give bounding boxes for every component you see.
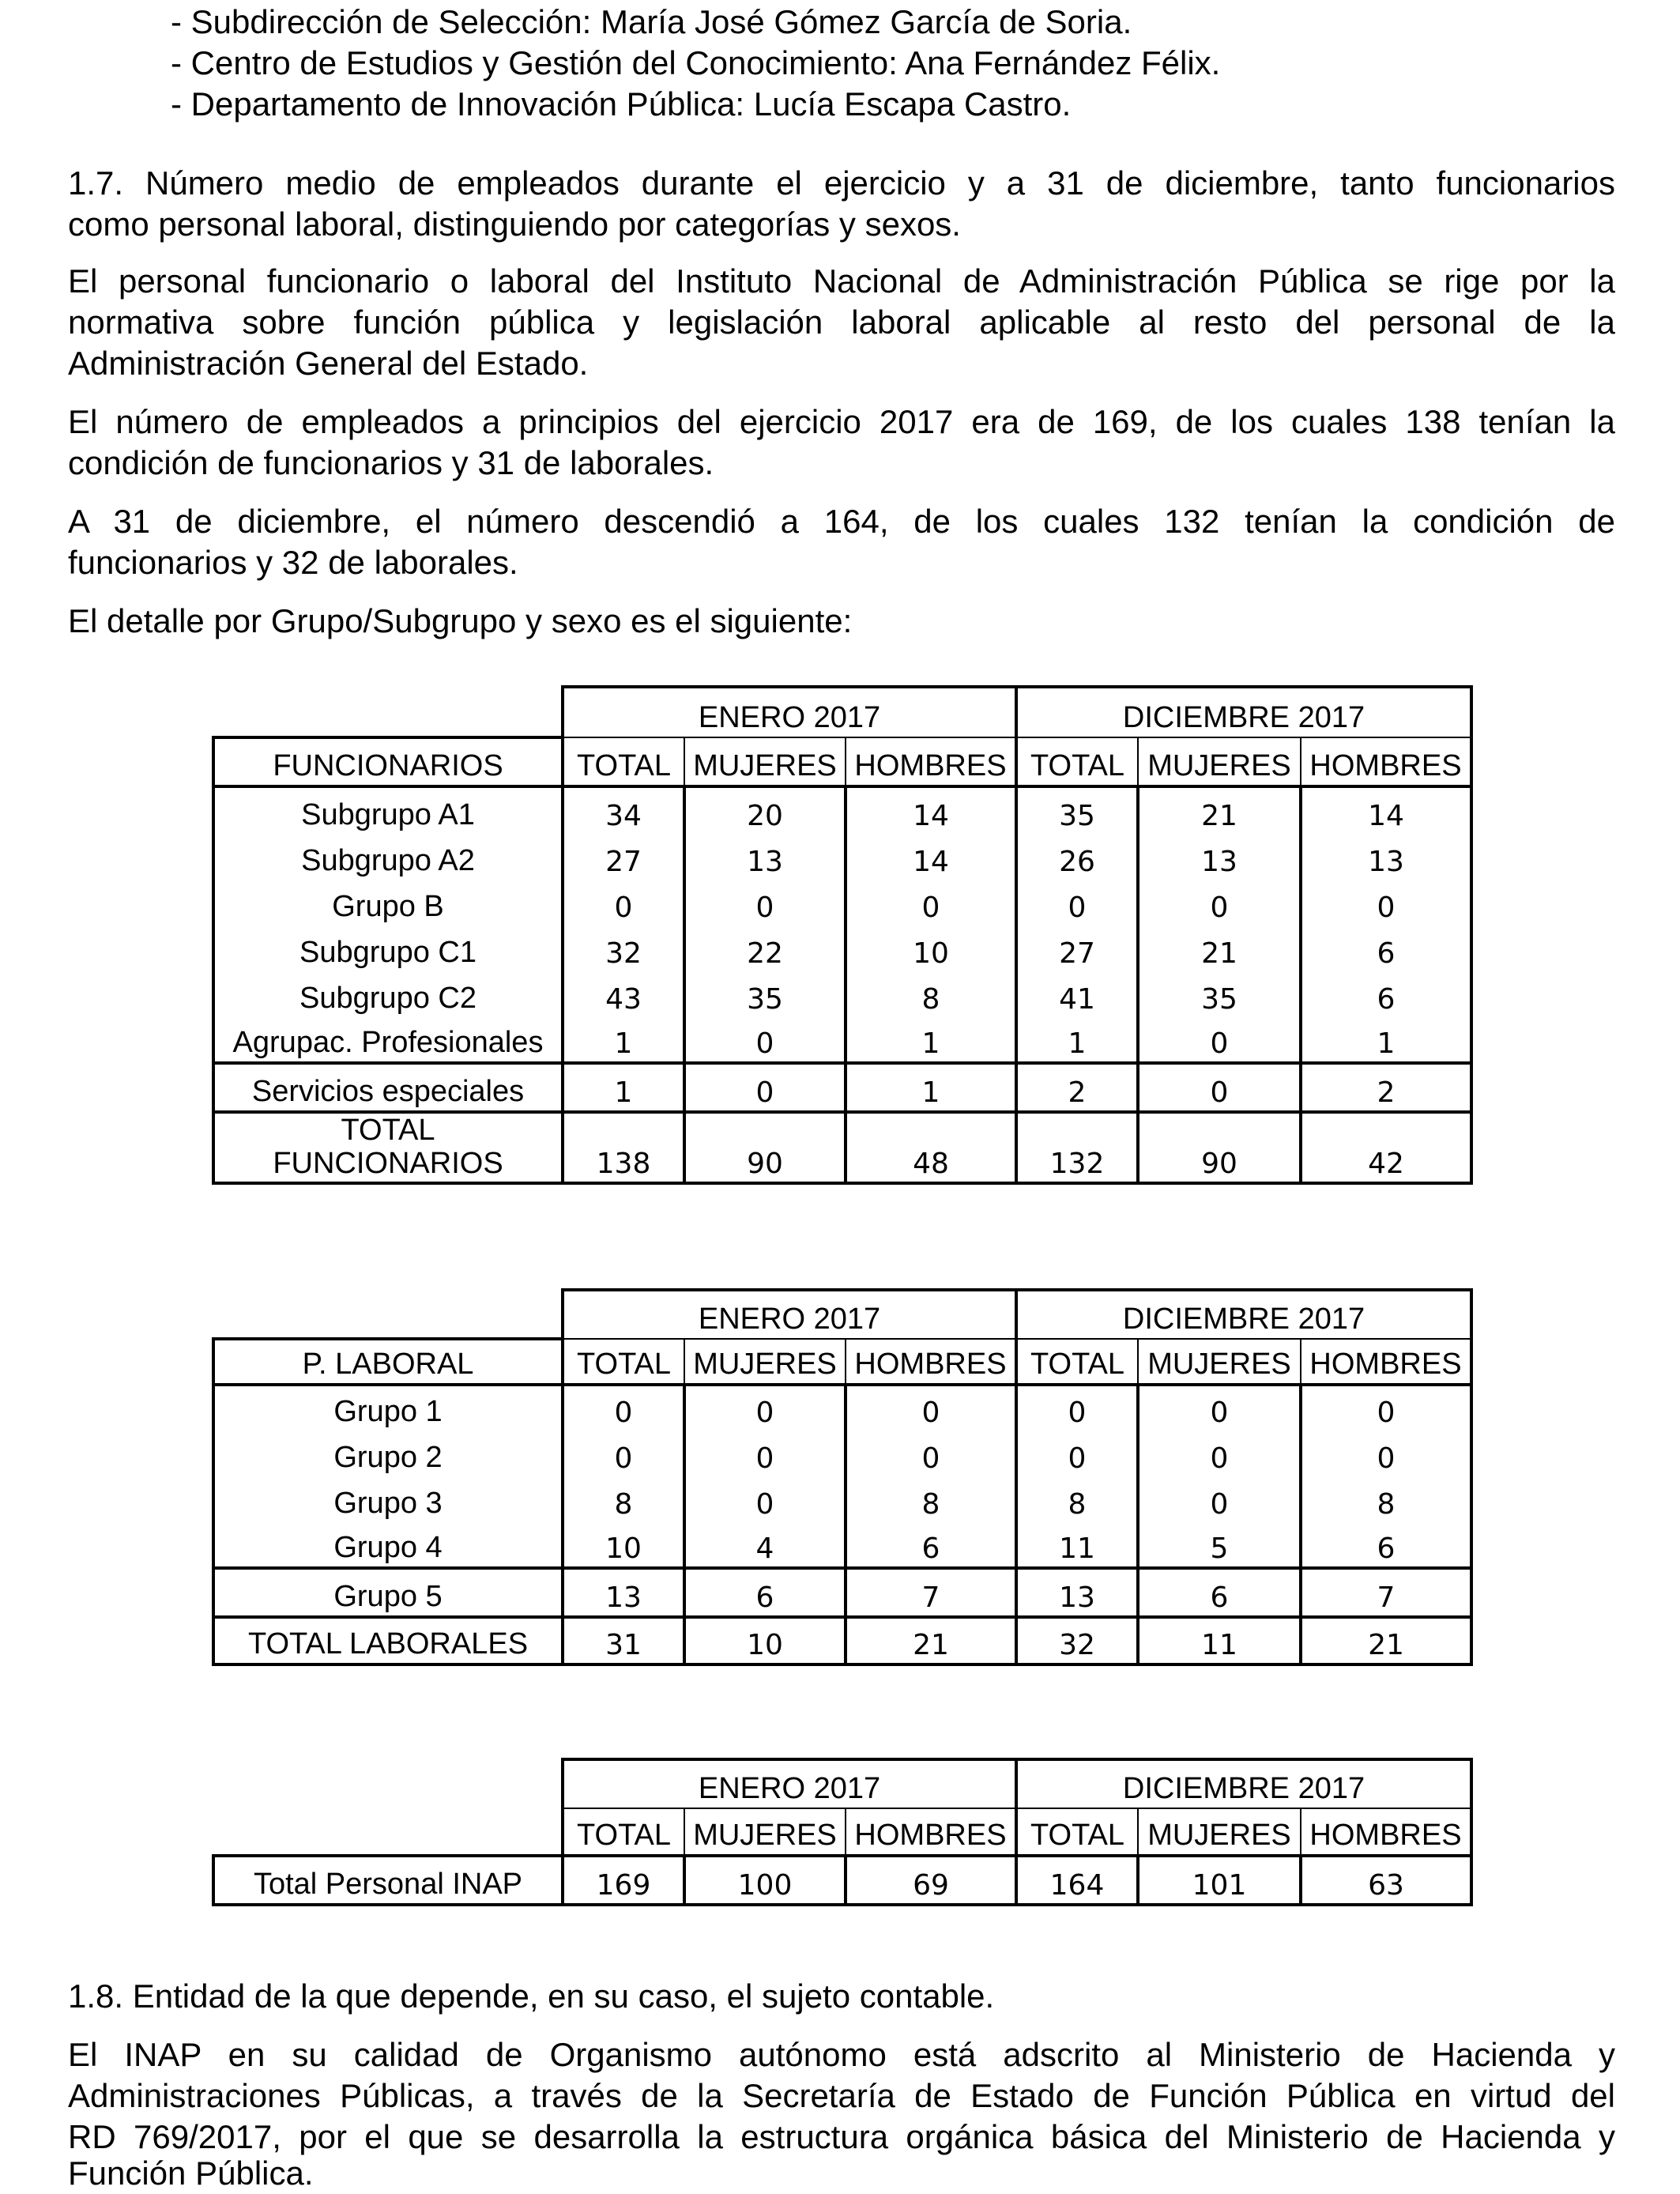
table-row [213,1568,1471,1617]
cell-value: 26 [1016,834,1138,880]
table-row [213,1476,1471,1522]
cell-value: 6 [1301,925,1471,971]
header-enero: ENERO 2017 [563,1290,1016,1339]
cell-value: 0 [684,880,846,925]
total-value: 169 [563,1856,684,1905]
cell-value: 41 [1016,971,1138,1017]
row-label: Grupo 5 [213,1568,563,1617]
cell-value: 0 [1138,880,1301,925]
cell-value: 0 [1301,1431,1471,1476]
bullet-item: - Centro de Estudios y Gestión del Conocimiento: Ana Fernández Félix. [171,44,1221,81]
col-hombres: HOMBRES [1301,737,1471,786]
total-laborales-label: TOTAL LABORALES [213,1617,563,1664]
cell-value: 2 [1016,1063,1138,1112]
col-hombres: HOMBRES [846,737,1016,786]
cell-value: 21 [1138,786,1301,834]
paragraph-line: Administración General del Estado. [68,345,589,382]
cell-value: 1 [1016,1017,1138,1063]
cell-value: 1 [563,1063,684,1112]
cell-value: 0 [684,1476,846,1522]
table-row [213,1431,1471,1476]
paragraph-line: El personal funcionario o laboral del Instituto Nacional de Administración Pública se rige por la [68,262,1615,300]
cell-value: 6 [1301,971,1471,1017]
total-value: 164 [1016,1856,1138,1905]
table-row [213,1063,1471,1112]
cell-value: 6 [846,1522,1016,1568]
cell-value: 7 [846,1568,1016,1617]
cell-value: 0 [684,1063,846,1112]
total-value: 11 [1138,1617,1301,1664]
total-value: 69 [846,1856,1016,1905]
cell-value: 32 [563,925,684,971]
col-mujeres: MUJERES [1138,1808,1301,1856]
cell-value: 0 [1138,1431,1301,1476]
total-value: 132 [1016,1112,1138,1183]
cell-value: 0 [1016,1385,1138,1431]
cell-value: 35 [684,971,846,1017]
total-personal-label: Total Personal INAP [213,1856,563,1905]
paragraph-line: El INAP en su calidad de Organismo autónomo está adscrito al Ministerio de Hacienda y [68,2036,1615,2073]
cell-value: 0 [846,1431,1016,1476]
total-value: 90 [1138,1112,1301,1183]
cell-value: 13 [1016,1568,1138,1617]
cell-value: 6 [1301,1522,1471,1568]
laboral-label: P. LABORAL [213,1339,563,1385]
table-row [213,786,1471,834]
col-mujeres: MUJERES [684,737,846,786]
col-mujeres: MUJERES [1138,737,1301,786]
cell-value: 0 [1301,1385,1471,1431]
total-value: 10 [684,1617,846,1664]
total-row [213,1856,1471,1905]
laboral-table [212,1288,1473,1666]
cell-value: 8 [846,971,1016,1017]
paragraph-line: Administraciones Públicas, a través de la Secretaría de Estado de Función Pública en virtud del [68,2077,1615,2114]
cell-value: 0 [1138,1385,1301,1431]
cell-value: 22 [684,925,846,971]
cell-value: 2 [1301,1063,1471,1112]
total-value: 21 [846,1617,1016,1664]
cell-value: 11 [1016,1522,1138,1568]
total-value: 138 [563,1112,684,1183]
table-row [213,880,1471,925]
total-funcionarios-label [213,1112,563,1183]
cell-value: 0 [1301,880,1471,925]
col-total: TOTAL [1016,737,1138,786]
total-value: 21 [1301,1617,1471,1664]
cell-value: 0 [846,880,1016,925]
total-value: 101 [1138,1856,1301,1905]
header-diciembre: DICIEMBRE 2017 [1016,687,1471,737]
row-label: Subgrupo A1 [213,786,563,834]
row-label: Agrupac. Profesionales [213,1017,563,1063]
cell-value: 27 [563,834,684,880]
cell-value: 6 [1138,1568,1301,1617]
cell-value: 0 [563,880,684,925]
paragraph-line: El detalle por Grupo/Subgrupo y sexo es el siguiente: [68,602,853,639]
row-label: Grupo 3 [213,1476,563,1522]
cell-value: 10 [846,925,1016,971]
cell-value: 8 [1016,1476,1138,1522]
cell-value: 8 [846,1476,1016,1522]
total-personal-table [212,1758,1473,1906]
cell-value: 43 [563,971,684,1017]
col-total: TOTAL [563,1808,684,1856]
total-value: 48 [846,1112,1016,1183]
table-row [213,971,1471,1017]
table-row [213,1017,1471,1063]
paragraph-line: El número de empleados a principios del ejercicio 2017 era de 169, de los cuales 138 tenían la [68,403,1615,440]
cell-value: 13 [684,834,846,880]
cell-value: 5 [1138,1522,1301,1568]
paragraph-line: A 31 de diciembre, el número descendió a 164, de los cuales 132 tenían la condición de [68,503,1615,540]
section-1-7-heading-line: 1.7. Número medio de empleados durante el ejercicio y a 31 de diciembre, tanto funcionarios [68,164,1615,202]
col-mujeres: MUJERES [1138,1339,1301,1385]
cell-value: 0 [684,1385,846,1431]
row-label: Grupo B [213,880,563,925]
table-row [213,925,1471,971]
col-mujeres: MUJERES [684,1808,846,1856]
paragraph-line: Función Pública. [68,2154,314,2192]
cell-value: 1 [1301,1017,1471,1063]
col-hombres: HOMBRES [1301,1339,1471,1385]
cell-value: 8 [1301,1476,1471,1522]
section-1-7-heading-line: como personal laboral, distinguiendo por categorías y sexos. [68,205,961,243]
cell-value: 13 [1301,834,1471,880]
cell-value: 0 [1138,1476,1301,1522]
total-value: 63 [1301,1856,1471,1905]
paragraph-line: funcionarios y 32 de laborales. [68,544,518,581]
cell-value: 0 [684,1431,846,1476]
total-value: 90 [684,1112,846,1183]
row-label: Servicios especiales [213,1063,563,1112]
col-total: TOTAL [563,1339,684,1385]
header-diciembre: DICIEMBRE 2017 [1016,1759,1471,1808]
row-label: Grupo 4 [213,1522,563,1568]
col-total: TOTAL [1016,1808,1138,1856]
header-enero: ENERO 2017 [563,1759,1016,1808]
cell-value: 1 [563,1017,684,1063]
total-value: 32 [1016,1617,1138,1664]
row-label: Subgrupo C2 [213,971,563,1017]
total-label-line2: FUNCIONARIOS [273,1147,503,1180]
cell-value: 13 [1138,834,1301,880]
row-label: Grupo 1 [213,1385,563,1431]
cell-value: 0 [684,1017,846,1063]
section-1-8-heading: 1.8. Entidad de la que depende, en su caso, el sujeto contable. [68,1977,995,2015]
cell-value: 35 [1016,786,1138,834]
cell-value: 8 [563,1476,684,1522]
cell-value: 1 [846,1063,1016,1112]
cell-value: 14 [846,786,1016,834]
paragraph-line: condición de funcionarios y 31 de laborales. [68,444,714,481]
table-row [213,1385,1471,1431]
cell-value: 6 [684,1568,846,1617]
cell-value: 13 [563,1568,684,1617]
paragraph-line: RD 769/2017, por el que se desarrolla la estructura orgánica básica del Ministerio de Hacienda y [68,2118,1615,2155]
col-hombres: HOMBRES [846,1339,1016,1385]
cell-value: 27 [1016,925,1138,971]
row-label: Subgrupo A2 [213,834,563,880]
bullet-item: - Subdirección de Selección: María José Gómez García de Soria. [171,3,1132,40]
col-total: TOTAL [563,737,684,786]
cell-value: 0 [1016,1431,1138,1476]
row-label: Subgrupo C1 [213,925,563,971]
col-hombres: HOMBRES [846,1808,1016,1856]
cell-value: 21 [1138,925,1301,971]
cell-value: 1 [846,1017,1016,1063]
cell-value: 35 [1138,971,1301,1017]
cell-value: 14 [846,834,1016,880]
total-value: 100 [684,1856,846,1905]
cell-value: 0 [563,1385,684,1431]
col-total: TOTAL [1016,1339,1138,1385]
table-row [213,1522,1471,1568]
total-label-line1: TOTAL [341,1114,435,1147]
total-value: 42 [1301,1112,1471,1183]
total-row [213,1617,1471,1664]
cell-value: 0 [1138,1063,1301,1112]
cell-value: 0 [1138,1017,1301,1063]
funcionarios-table [212,685,1473,1185]
cell-value: 20 [684,786,846,834]
cell-value: 7 [1301,1568,1471,1617]
cell-value: 4 [684,1522,846,1568]
cell-value: 0 [846,1385,1016,1431]
cell-value: 10 [563,1522,684,1568]
funcionarios-label: FUNCIONARIOS [213,737,563,786]
header-diciembre: DICIEMBRE 2017 [1016,1290,1471,1339]
header-enero: ENERO 2017 [563,687,1016,737]
cell-value: 34 [563,786,684,834]
table-row [213,834,1471,880]
cell-value: 14 [1301,786,1471,834]
paragraph-line: normativa sobre función pública y legislación laboral aplicable al resto del personal de la [68,303,1615,341]
row-label: Grupo 2 [213,1431,563,1476]
col-mujeres: MUJERES [684,1339,846,1385]
cell-value: 0 [1016,880,1138,925]
cell-value: 0 [563,1431,684,1476]
col-hombres: HOMBRES [1301,1808,1471,1856]
bullet-item: - Departamento de Innovación Pública: Lucía Escapa Castro. [171,85,1072,123]
total-value: 31 [563,1617,684,1664]
total-row [213,1112,1471,1183]
